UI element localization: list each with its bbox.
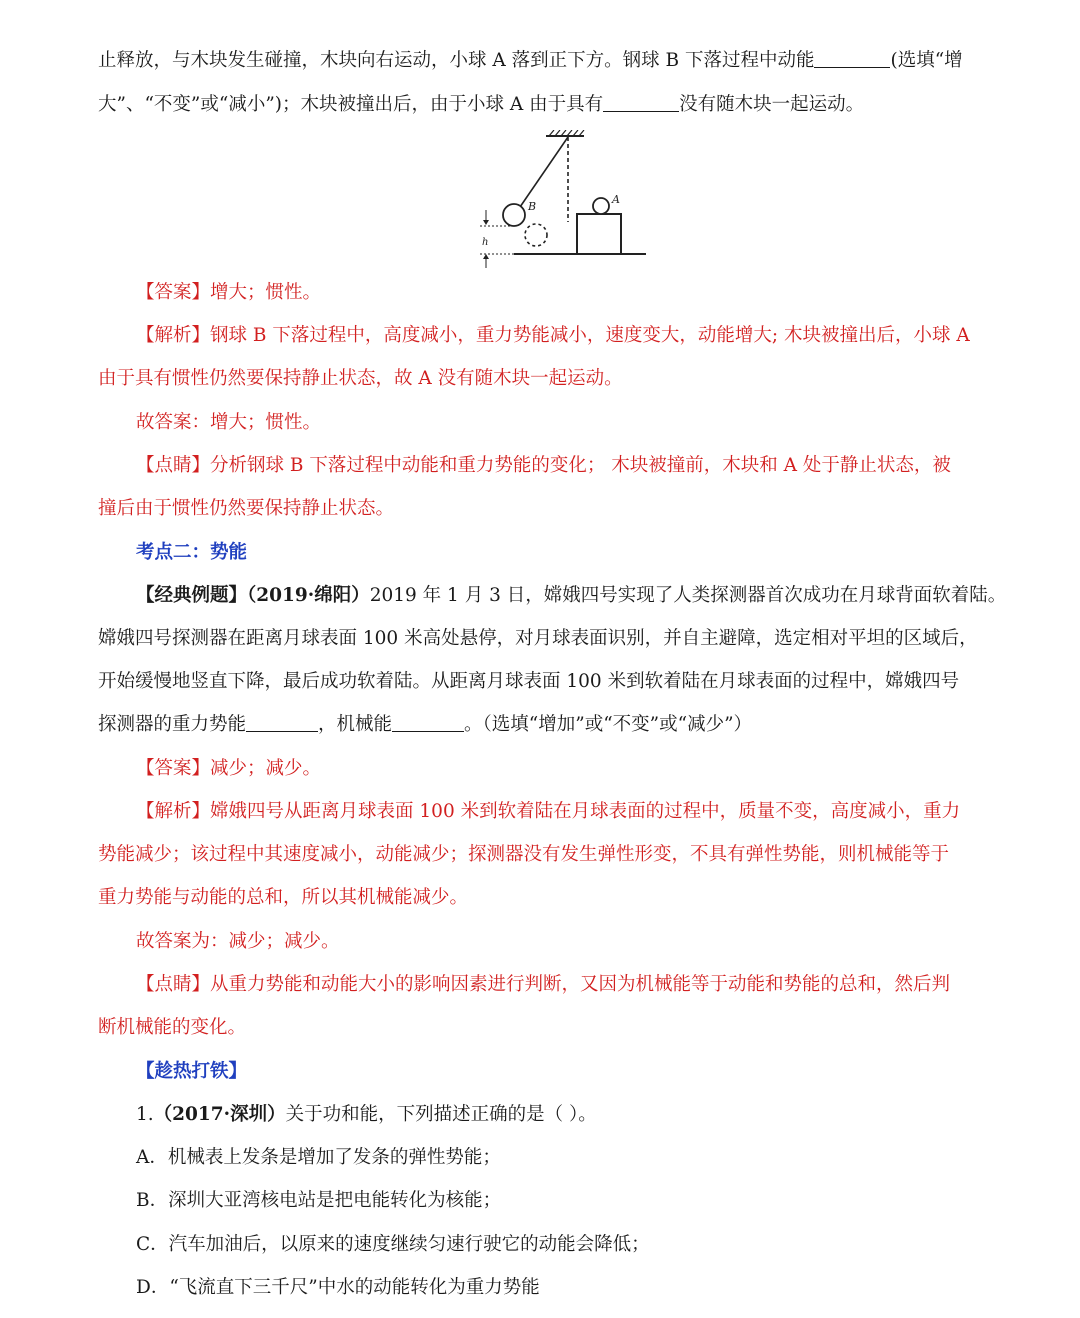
analysis-line: 重力势能与动能的总和，所以其机械能减少。: [98, 887, 469, 908]
final-answer-line: 故答案为：减少；减少。: [136, 931, 340, 952]
question-text: 没有随木块一起运动。: [679, 94, 865, 115]
ball-a: [593, 198, 609, 214]
label-a: A: [612, 193, 620, 206]
example-line: 嫦娥四号探测器在距离月球表面 100 米高处悬停，对月球表面识别，并自主避障，选定相对平坦的区域后，: [98, 628, 978, 649]
example-text: 2019 年 1 月 3 日，嫦娥四号实现了人类探测器首次成功在月球背面软着陆。: [369, 585, 1007, 606]
answer-text: 增大；惯性。: [210, 282, 322, 303]
ball-dashed-position: [525, 224, 547, 246]
option-b[interactable]: B．深圳大亚湾核电站是把电能转化为核能；: [136, 1190, 502, 1211]
answer-blank[interactable]: [392, 713, 464, 732]
answer-line: [136, 280, 321, 306]
question-text: 止释放，与木块发生碰撞，木块向右运动，小球 A 落到正下方。钢球 B 下落过程中动能: [98, 50, 815, 71]
question-text: (选填“增: [890, 50, 963, 71]
practice-question: [136, 1102, 597, 1128]
tip-line: 断机械能的变化。: [98, 1017, 247, 1038]
option-a[interactable]: A．机械表上发条是增加了发条的弹性势能；: [136, 1147, 501, 1168]
analysis-tag: 【解析】: [136, 801, 211, 822]
analysis-line: 势能减少；该过程中其速度减小，动能减少；探测器没有发生弹性形变，不具有弹性势能，则机械能等于: [98, 844, 950, 865]
tip-text: 分析钢球 B 下落过程中动能和重力势能的变化； 木块被撞前，木块和 A 处于静止状态，被: [210, 455, 951, 476]
answer-blank[interactable]: [246, 713, 318, 732]
option-c[interactable]: C．汽车加油后，以原来的速度继续匀速行驶它的动能会降低；: [136, 1234, 650, 1255]
wooden-block: [577, 214, 621, 254]
example-text: 探测器的重力势能: [98, 714, 247, 735]
question-text: 大”、“不变”或“减小”)；木块被撞出后，由于小球 A 由于具有: [98, 94, 604, 115]
example-text: 。（选填“增加”或“不变”或“减少”）: [464, 714, 753, 735]
answer-tag: 【答案】: [136, 282, 211, 303]
example-line: 开始缓慢地竖直下降，最后成功软着陆。从距离月球表面 100 米到软着陆在月球表面的过程中，嫦娥四号: [98, 671, 960, 692]
analysis-text: 嫦娥四号从距离月球表面 100 米到软着陆在月球表面的过程中，质量不变，高度减小，重力: [210, 801, 961, 822]
question-number: 1.: [136, 1104, 154, 1125]
arrow-down-icon: [483, 220, 489, 225]
example-source: （2019·绵阳）: [247, 585, 370, 606]
label-h: h: [482, 237, 489, 248]
question-text: 关于功和能，下列描述正确的是（ ）。: [285, 1104, 597, 1125]
example-line: [136, 583, 1006, 609]
label-b: B: [528, 200, 537, 213]
question-text-line: [98, 48, 963, 74]
answer-line: [136, 756, 321, 782]
ball-b: [503, 204, 525, 226]
pendulum-diagram: [470, 130, 650, 270]
answer-text: 减少；减少。: [210, 758, 322, 779]
analysis-line: [136, 323, 970, 349]
analysis-line: 由于具有惯性仍然要保持静止状态，故 A 没有随木块一起运动。: [98, 368, 623, 389]
analysis-line: [136, 799, 960, 825]
question-text-line: [98, 92, 864, 118]
answer-blank[interactable]: [814, 49, 890, 68]
final-answer-line: 故答案：增大；惯性。: [136, 412, 322, 433]
tip-tag: 【点睛】: [136, 455, 211, 476]
example-text: ，机械能: [318, 714, 393, 735]
tip-tag: 【点睛】: [136, 974, 211, 995]
answer-tag: 【答案】: [136, 758, 211, 779]
tip-text: 从重力势能和动能大小的影响因素进行判断，又因为机械能等于动能和势能的总和，然后判: [210, 974, 951, 995]
analysis-tag: 【解析】: [136, 325, 211, 346]
pendulum-string: [520, 137, 568, 207]
analysis-text: 钢球 B 下落过程中，高度减小，重力势能减小，速度变大，动能增大; 木块被撞出后，小球 A: [210, 325, 970, 346]
answer-blank[interactable]: [603, 93, 679, 112]
tip-line: [136, 453, 951, 479]
section-title: 考点二：势能: [136, 542, 248, 563]
arrow-up-icon: [483, 254, 489, 259]
example-tag: 【经典例题】: [136, 585, 248, 606]
option-d[interactable]: D．“飞流直下三千尺”中水的动能转化为重力势能: [136, 1277, 540, 1298]
practice-title: 【趁热打铁】: [136, 1061, 248, 1082]
question-source: （2017·深圳）: [153, 1104, 286, 1125]
example-line: [98, 712, 752, 738]
tip-line: 撞后由于惯性仍然要保持静止状态。: [98, 498, 395, 519]
tip-line: [136, 972, 950, 998]
